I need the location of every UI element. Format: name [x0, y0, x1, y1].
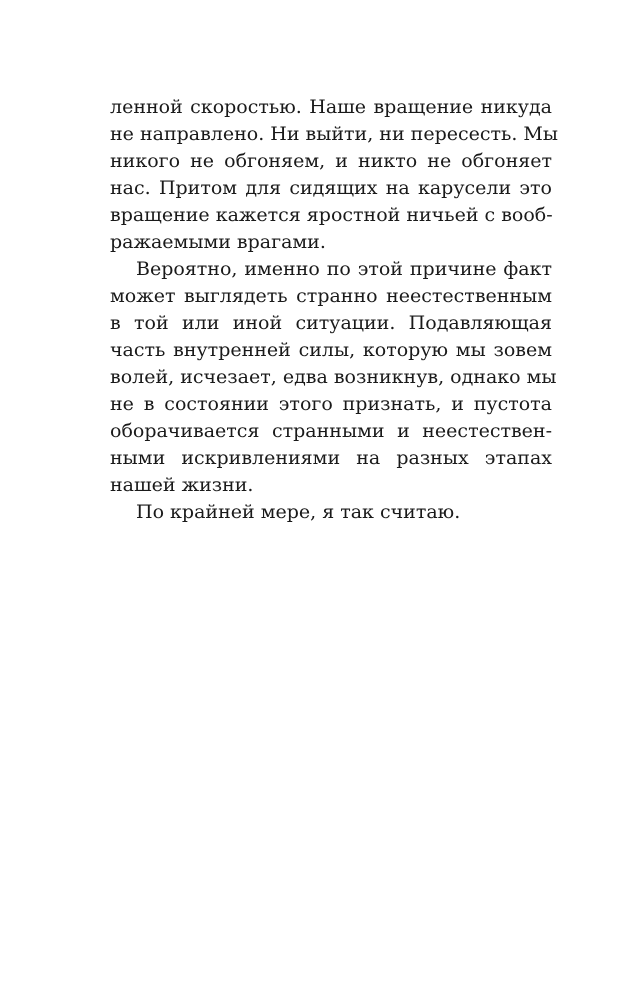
paragraph-2 — [110, 256, 557, 499]
text-line: не направлено. Ни выйти, ни пересесть. Мы — [110, 123, 559, 145]
text-line: никого не обгоняем, и никто не обгоняет — [110, 150, 552, 172]
text-line: ражаемыми врагами. — [110, 231, 326, 253]
text-line: в той или иной ситуации. Подавляющая — [110, 312, 552, 334]
paragraph-1 — [110, 94, 559, 256]
text-line: нас. Притом для сидящих на карусели это — [110, 177, 552, 199]
text-line: может выглядеть странно неестественным — [110, 285, 552, 307]
paragraph-3 — [110, 499, 552, 526]
text-line: нашей жизни. — [110, 474, 254, 496]
text-line: оборачивается странными и неестествен- — [110, 420, 552, 442]
text-line: ными искривлениями на разных этапах — [110, 447, 552, 469]
page-text — [110, 94, 559, 526]
text-line: ленной скоростью. Наше вращение никуда — [110, 96, 552, 118]
text-line: По крайней мере, я так считаю. — [136, 501, 461, 523]
text-line: Вероятно, именно по этой причине факт — [136, 258, 552, 280]
text-line: часть внутренней силы, которую мы зовем — [110, 339, 552, 361]
text-line: волей, исчезает, едва возникнув, однако мы — [110, 366, 557, 388]
text-line: вращение кажется яростной ничьей с вооб- — [110, 204, 553, 226]
text-line: не в состоянии этого признать, и пустота — [110, 393, 552, 415]
